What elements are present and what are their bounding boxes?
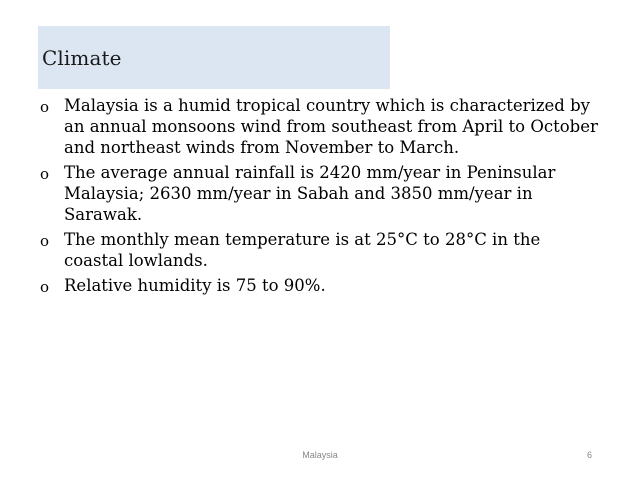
bullet-marker-icon: o — [40, 232, 50, 250]
bullet-marker-icon: o — [40, 98, 50, 116]
bullet-list — [40, 95, 600, 302]
bullet-text: The average annual rainfall is 2420 mm/year in Peninsular Malaysia; 2630 mm/year in Sabah and 3850 mm/year in Sarawak. — [64, 163, 556, 224]
bullet-item — [40, 162, 600, 225]
slide-title: Climate — [42, 45, 122, 70]
bullet-marker-icon: o — [40, 165, 50, 183]
bullet-item — [40, 229, 600, 271]
bullet-item — [40, 275, 600, 298]
footer-label: Malaysia — [302, 450, 338, 460]
page-number: 6 — [586, 450, 592, 460]
bullet-item — [40, 95, 600, 158]
bullet-text: The monthly mean temperature is at 25°C to 28°C in the coastal lowlands. — [64, 230, 541, 270]
title-box — [38, 26, 390, 89]
bullet-marker-icon: o — [40, 278, 50, 296]
bullet-text: Relative humidity is 75 to 90%. — [64, 276, 326, 295]
bullet-text: Malaysia is a humid tropical country which is characterized by an annual monsoons wind from southeast from April to October and northeast winds from November to March. — [64, 96, 598, 157]
